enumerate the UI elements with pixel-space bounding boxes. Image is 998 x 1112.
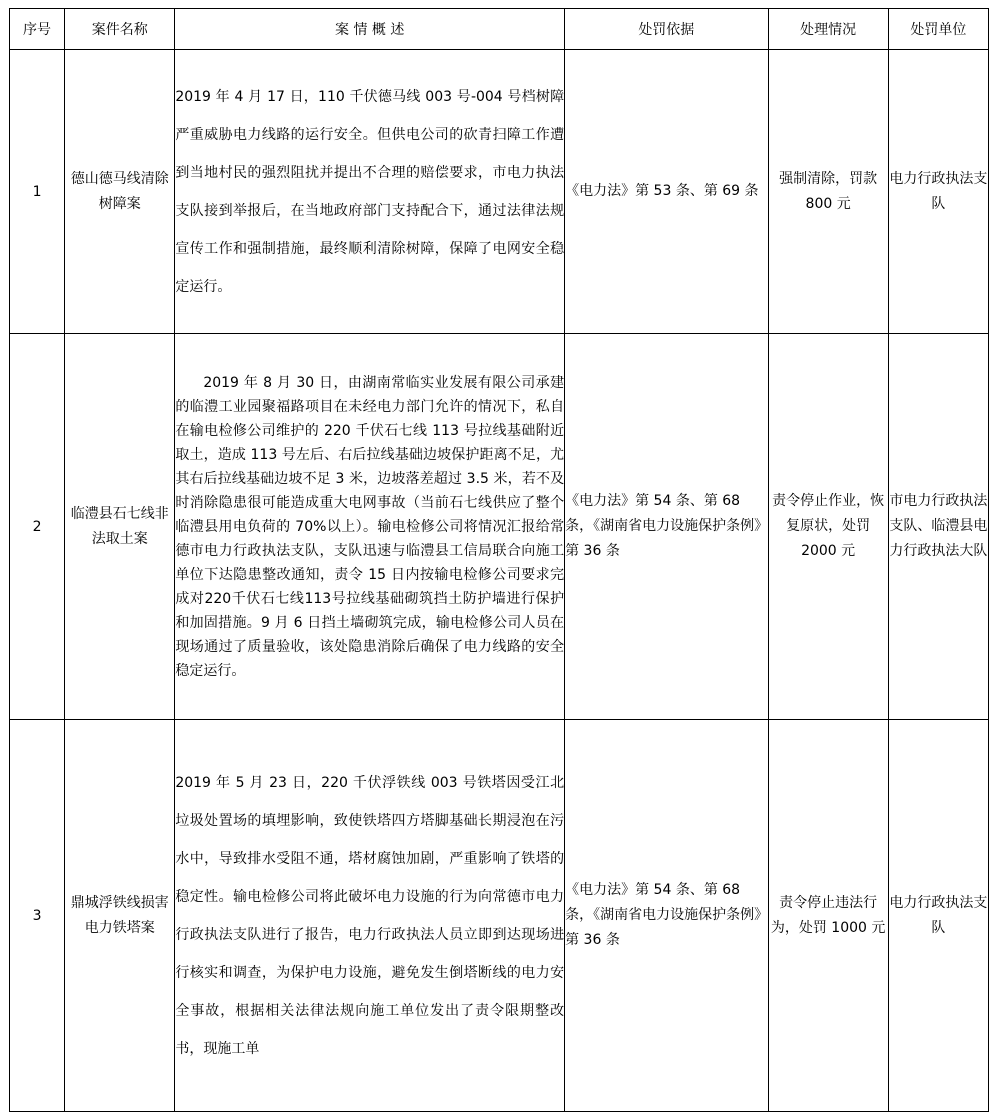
handling-result: 责令停止作业，恢复原状，处罚 2000 元 — [768, 334, 888, 720]
penalty-unit: 电力行政执法支队 — [888, 720, 988, 1112]
case-number: 2 — [10, 334, 65, 720]
case-description-cell — [175, 720, 565, 1112]
penalty-basis: 《电力法》第 54 条、第 68 条，《湖南省电力设施保护条例》第 36 条 — [565, 334, 768, 720]
case-name: 临澧县石七线非法取土案 — [65, 334, 175, 720]
case-number: 3 — [10, 720, 65, 1112]
case-description-cell — [175, 50, 565, 334]
table-header-row — [10, 9, 989, 50]
penalty-unit: 电力行政执法支队 — [888, 50, 988, 334]
header-result: 处理情况 — [768, 9, 888, 50]
penalty-basis: 《电力法》第 54 条、第 68 条，《湖南省电力设施保护条例》第 36 条 — [565, 720, 768, 1112]
header-no: 序号 — [10, 9, 65, 50]
case-description: 2019 年 4 月 17 日，110 千伏德马线 003 号-004 号档树障严重威胁电力线路的运行安全。但供电公司的砍青扫障工作遭到当地村民的强烈阻扰并提出不合理的赔偿要求，市电力执法支队接到举报后，在当地政府部门支持配合下，通过法律法规宣传工作和强制措施，最终顺利清除树障，保障了电网安全稳定运行。 — [175, 88, 565, 295]
handling-result: 责令停止违法行为，处罚 1000 元 — [768, 720, 888, 1112]
table-row — [10, 50, 989, 334]
penalty-basis: 《电力法》第 53 条、第 69 条 — [565, 50, 768, 334]
case-description: 2019 年 8 月 30 日，由湖南常临实业发展有限公司承建的临澧工业园聚福路项目在未经电力部门允许的情况下，私自在输电检修公司维护的 220 千伏石七线 113 号拉线基础附近取土，造成 113 号左后、右后拉线基础边坡保护距离不足，尤其右后拉线基础边坡不足 3 米，边坡落差超过 3.5 米，若不及时消除隐患很可能造成重大电网事故（当前石七线供应了整个临澧县用电负荷的 70%以上）。输电检修公司将情况汇报给常德市电力行政执法支队，支队迅速与临澧县工信局联合向施工单位下达隐患整改通知，责令 15 日内按输电检修公司要求完成对220千伏石七线113号拉线基础砌筑挡土防护墙进行保护和加固措施。9 月 6 日挡土墙砌筑完成，输电检修公司人员在现场通过了质量验收，该处隐患消除后确保了电力线路的安全稳定运行。 — [175, 374, 565, 679]
header-unit: 处罚单位 — [888, 9, 988, 50]
penalty-unit: 市电力行政执法支队、临澧县电力行政执法大队 — [888, 334, 988, 720]
header-name: 案件名称 — [65, 9, 175, 50]
header-desc: 案 情 概 述 — [175, 9, 565, 50]
case-number: 1 — [10, 50, 65, 334]
case-name: 德山德马线清除树障案 — [65, 50, 175, 334]
case-table — [9, 8, 989, 1112]
table-row — [10, 334, 989, 720]
header-basis: 处罚依据 — [565, 9, 768, 50]
case-description-cell — [175, 334, 565, 720]
case-name: 鼎城浮铁线损害电力铁塔案 — [65, 720, 175, 1112]
case-description: 2019 年 5 月 23 日，220 千伏浮铁线 003 号铁塔因受江北垃圾处置场的填埋影响，致使铁塔四方塔脚基础长期浸泡在污水中，导致排水受阻不通，塔材腐蚀加剧，严重影响了铁塔的稳定性。输电检修公司将此破坏电力设施的行为向常德市电力行政执法支队进行了报告，电力行政执法人员立即到达现场进行核实和调查，为保护电力设施，避免发生倒塔断线的电力安全事故，根据相关法律法规向施工单位发出了责令限期整改书，现施工单 — [175, 774, 565, 1057]
handling-result: 强制清除，罚款 800 元 — [768, 50, 888, 334]
table-row — [10, 720, 989, 1112]
